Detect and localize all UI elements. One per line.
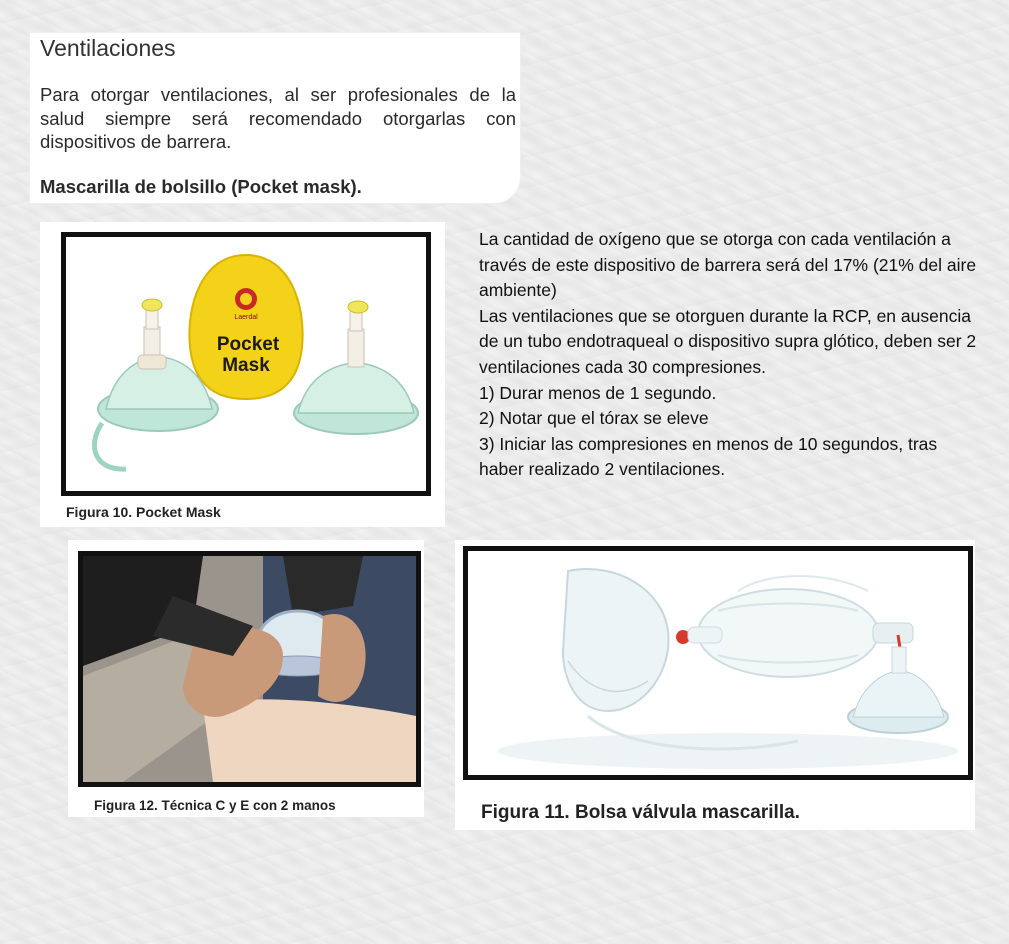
list-item: 2) Notar que el tórax se eleve [479, 408, 709, 429]
figure-11 [455, 540, 975, 830]
case-logo-text: Laerdal [234, 314, 258, 321]
c-e-technique-image [83, 556, 416, 782]
pocket-mask-image [66, 237, 426, 491]
bag-valve-mask-image [468, 551, 968, 775]
list-item: 1) Durar menos de 1 segundo. [479, 382, 717, 403]
excerpt-body: Para otorgar ventilaciones, al ser profesionales de la salud siempre será recomendado otorgarlas con dispositivos de barrera. [40, 84, 516, 152]
list-item: 3) Iniciar las compresiones en menos de 10 segundos, tras haber realizado 2 ventilaciones. [479, 433, 938, 480]
c-e-technique-photo [78, 551, 421, 787]
case-text-mask: Mask [222, 355, 270, 376]
figure-10 [40, 222, 445, 527]
case-text-pocket: Pocket [216, 334, 280, 355]
oxygen-note: La cantidad de oxígeno que se otorga con cada ventilación a través de este dispositivo de barrera será del 17% (21% del aire ambiente) [479, 229, 977, 301]
excerpt-subtitle: Mascarilla de bolsillo (Pocket mask). [40, 176, 362, 197]
figure-12 [68, 540, 424, 817]
figure-12-caption: Figura 12. Técnica C y E con 2 manos [94, 798, 336, 813]
ventilation-rule: Las ventilaciones que se otorguen durante la RCP, en ausencia de un tubo endotraqueal o dispositivo supra glótico, deben ser 2 ventilaciones cada 30 compresiones. [479, 305, 977, 377]
section-title: Ventilaciones [40, 35, 176, 61]
figure-11-caption: Figura 11. Bolsa válvula mascarilla. [481, 802, 800, 823]
ventilation-notes [479, 227, 979, 483]
figure-10-caption: Figura 10. Pocket Mask [66, 504, 221, 520]
excerpt-panel [30, 33, 520, 203]
pocket-mask-photo [61, 232, 431, 496]
bag-valve-mask-photo [463, 546, 973, 780]
